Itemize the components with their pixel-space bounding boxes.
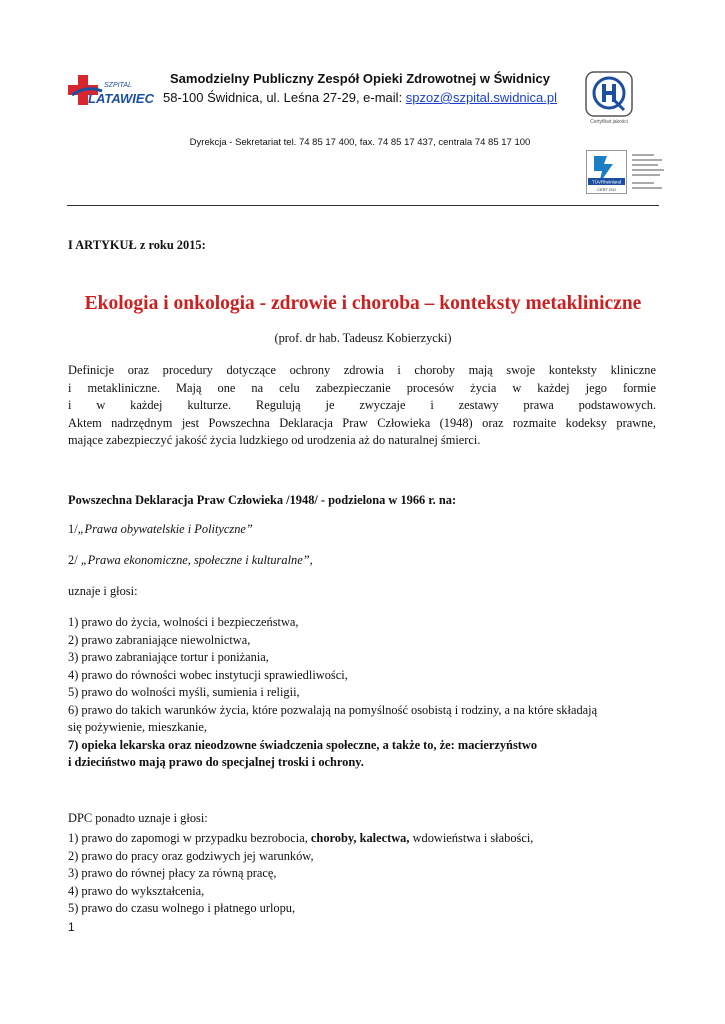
item-text: wdowieństwa i słabości, xyxy=(409,831,534,845)
list-item: 4) prawo do równości wobec instytucji sprawiedliwości, xyxy=(68,667,348,682)
email-link[interactable]: spzoz@szpital.swidnica.pl xyxy=(405,90,557,105)
intro-line: i metakliniczne. Mają one na celu zabezpieczanie procesów życia w każdej jego formie xyxy=(68,380,656,395)
section-heading: Powszechna Deklaracja Praw Człowieka /1948/ - podzielona w 1966 r. na: xyxy=(68,493,457,507)
dpc-list xyxy=(68,830,658,918)
organization-contact: Dyrekcja - Sekretariat tel. 74 85 17 400, fax. 74 85 17 437, centrala 74 85 17 100 xyxy=(189,137,531,148)
document-title: Ekologia i onkologia - zdrowie i choroba – konteksty metakliniczne xyxy=(84,293,642,314)
article-label: I ARTYKUŁ z roku 2015: xyxy=(68,238,206,252)
header-divider xyxy=(67,205,659,206)
list-item-bold: 7) opieka lekarska oraz nieodzowne świadczenia społeczne, a także to, że: macierzyństwo xyxy=(68,737,538,752)
page-number: 1 xyxy=(68,920,75,934)
cert-q-caption: Certyfikat jakości xyxy=(590,119,628,125)
rights-list xyxy=(68,614,658,772)
item-text: 1) prawo do zapomogi w przypadku bezrobocia, xyxy=(68,831,311,845)
organization-name: Samodzielny Publiczny Zespół Opieki Zdrowotnej w Świdnicy xyxy=(170,71,550,86)
intro-line: mające zabezpieczyć jakość życia ludzkiego od urodzenia aż do naturalnej śmierci. xyxy=(68,433,481,447)
list-item: 5) prawo do wolności myśli, sumienia i religii, xyxy=(68,685,300,699)
tuv-label: TÜVRheinland xyxy=(591,179,622,185)
author-line: (prof. dr hab. Tadeusz Kobierzycki) xyxy=(274,331,452,345)
intro-line: i w każdej kulturze. Regulują je zwyczaje i zestawy prawa podstawowych. xyxy=(68,398,656,412)
pact-title: „Prawa obywatelskie i Polityczne” xyxy=(77,522,253,536)
list-item: 6) prawo do takich warunków życia, które pozwalają na pomyślność osobistą i rodziny, a na które składają xyxy=(68,702,598,717)
item-text-bold: choroby, kalectwa, xyxy=(310,831,410,845)
list-item: 4) prawo do wykształcenia, xyxy=(68,883,205,898)
intro-line: Aktem nadrzędnym jest Powszechna Deklaracja Praw Człowieka (1948) oraz rozmaite kodeksy prawne, xyxy=(68,415,656,430)
tuv-certificate-logo xyxy=(586,150,672,194)
address-text: 58-100 Świdnica, ul. Leśna 27-29, e-mail: xyxy=(162,90,406,105)
svg-text:SZPITAL: SZPITAL xyxy=(104,82,132,89)
list-item xyxy=(68,830,658,848)
list-item: 5) prawo do czasu wolnego i płatnego urlopu, xyxy=(68,901,296,915)
tuv-sub: CERT ISO xyxy=(597,187,616,192)
organization-address xyxy=(150,90,570,105)
pact-item xyxy=(68,522,253,537)
dpc-intro: DPC ponadto uznaje i głosi: xyxy=(68,811,208,825)
list-item: się pożywienie, mieszkanie, xyxy=(68,720,208,734)
list-item: 2) prawo do pracy oraz godziwych jej warunków, xyxy=(68,848,314,863)
list-item: 2) prawo zabraniające niewolnictwa, xyxy=(68,632,251,647)
list-item: 1) prawo do życia, wolności i bezpieczeństwa, xyxy=(68,615,299,629)
list-item-bold: i dzieciństwo mają prawo do specjalnej troski i ochrony. xyxy=(68,755,364,769)
quality-certificate-logo xyxy=(585,71,633,125)
list-item: 3) prawo do równej płacy za równą pracę, xyxy=(68,866,277,880)
intro-line: Definicje oraz procedury dotyczące ochrony zdrowia i choroby mają swoje konteksty kliniczne xyxy=(68,363,656,377)
pact-number: 1/ xyxy=(68,522,78,536)
svg-text:LATAWIEC: LATAWIEC xyxy=(88,91,154,106)
pact-title: „Prawa ekonomiczne, społeczne i kulturalne”, xyxy=(80,553,313,567)
pact-number: 2/ xyxy=(68,553,81,567)
hospital-logo xyxy=(68,73,158,113)
list-item: 3) prawo zabraniające tortur i poniżania, xyxy=(68,650,269,664)
recognizes-line: uznaje i głosi: xyxy=(68,584,138,598)
intro-paragraph xyxy=(68,362,656,450)
pact-item xyxy=(68,553,313,568)
